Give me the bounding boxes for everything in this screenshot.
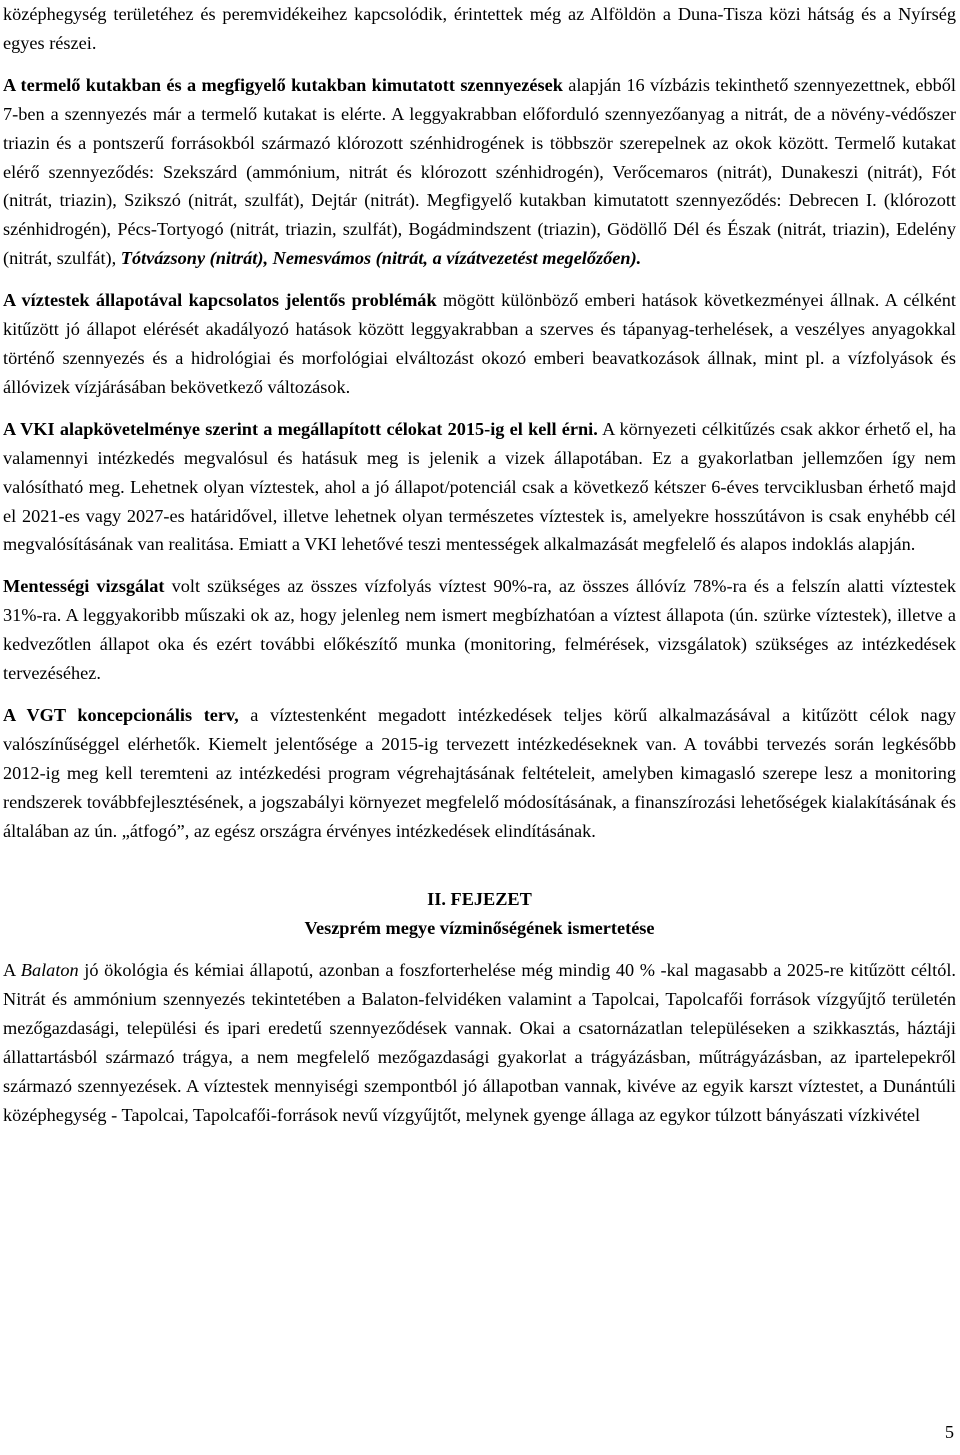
paragraph-vki-requirement [3,415,956,560]
bold-lead: A VKI alapkövetelménye szerint a megállapított célokat 2015-ig el kell érni. [3,418,598,439]
paragraph-text: a víztestenként megadott intézkedések teljes körű alkalmazásával a kitűzött célok nagy valószínűséggel elérhetők. Kiemelt jelentősége a 2015-ig tervezett intézkedéseknek van. A további tervezés során legkésőbb 2012-ig meg kell teremteni az intézkedési program végrehajtásának feltételeit, amelyben kimagasló szerepe lesz a monitoring rendszerek továbbfejlesztésének, a jogszabályi környezet megfelelő módosításának, a finanszírozási lehetőségek kialakításának és általában az ún. „átfogó”, az egész országra érvényes intézkedések elindításának. [3,704,956,841]
paragraph-intro-continuation [3,0,956,58]
document-page [3,0,956,1130]
paragraph-text: alapján 16 vízbázis tekinthető szennyezettnek, ebből 7-ben a szennyezés már a termelő kutakat is elérte. A leggyakrabban előforduló szennyezőanyag a nitrát, de a növény-védőszer triazin és a pontszerű forrásokból származó klórozott szénhidrogének is többször szerepelnek az okok között. Termelő kutakat elérő szennyeződés: Szekszárd (ammónium, nitrát és klórozott szénhidrogén), Verőcemaros (nitrát), Dunakeszi (nitrát), Fót (nitrát, triazin), Szikszó (nitrát, szulfát), Dejtár (nitrát). Megfigyelő kutakban kimutatott szennyeződés: Debrecen I. (klórozott szénhidrogén), Pécs-Tortyogó (nitrát, triazin, szulfát), Bogádmindszent (triazin), Gödöllő Dél és Észak (nitrát, triazin), Edelény (nitrát, szulfát), [3,74,956,269]
paragraph-significant-problems [3,286,956,402]
paragraph-text: középhegység területéhez és peremvidékeihez kapcsolódik, érintettek még az Alföldön a Duna-Tisza közi hátság és a Nyírség egyes részei. [3,4,956,53]
paragraph-contaminated-wells [3,71,956,273]
bold-lead: A víztestek állapotával kapcsolatos jelentős problémák [3,290,437,311]
chapter-number: II. FEJEZET [427,889,532,910]
bold-lead: A VGT koncepcionális terv, [3,704,239,725]
paragraph-text: volt szükséges az összes vízfolyás víztest 90%-ra, az összes állóvíz 78%-ra és a felszín alatti víztestek 31%-ra. A leggyakoribb műszaki ok az, hogy jelenleg nem ismert megbízhatóan a víztest állapota (ún. szürke víztestek), illetve a kedvezőtlen állapot oka és ezért további előkészítő munka (monitoring, felmérések, vizsgálatok) szükséges az intézkedések tervezéséhez. [3,576,956,684]
bold-lead: Mentességi vizsgálat [3,576,165,597]
page-number: 5 [944,1422,954,1442]
paragraph-text: mögött különböző emberi hatások következményei állnak. A célként kitűzött jó állapot elérését akadályozó hatások között leggyakrabban a szerves és tápanyag-terhelések, a veszélyes anyagokkal történő szennyezés és a hidrológiai és morfológiai elváltozást okozó emberi beavatkozások állnak, mint pl. a vízfolyások és állóvizek vízjárásában bekövetkező változások. [3,290,956,397]
paragraph-text: A környezeti célkitűzés csak akkor érhető el, ha valamennyi intézkedés megvalósul és hatásuk meg is jelenik a vizek állapotában. Ez a gyakorlatban jellemzően így nem valósítható meg. Lehetnek olyan víztestek, ahol a jó állapot/potenciál csak a következő kétszer 6-éves tervciklusban érhető majd el 2021-es vagy 2027-es határidővel, illetve lehetnek olyan természetes víztestek is, amelyekre hosszútávon is csak enyhébb cél megvalósításának van realitása. Emiatt a VKI lehetővé teszi mentességek alkalmazását megfelelő és alapos indoklás alapján. [3,418,956,555]
paragraph-vgt-plan [3,701,956,846]
paragraph-lead: A [3,960,21,981]
italic-text: Balaton [20,960,79,981]
bold-lead: A termelő kutakban és a megfigyelő kutakban kimutatott szennyezések [3,74,563,95]
bold-italic-text: Tótvázsony (nitrát), Nemesvámos (nitrát, a vízátvezetést megelőzően). [120,248,642,269]
paragraph-exemption-review [3,572,956,688]
paragraph-balaton [3,956,956,1129]
chapter-title: Veszprém megye vízminőségének ismertetése [304,918,655,939]
paragraph-text: jó ökológia és kémiai állapotú, azonban a foszforterhelése még mindig 40 % -kal magasabb a 2025-re kitűzött céltól. Nitrát és ammónium szennyezés tekintetében a Balaton-felvidéken valamint a Tapolcai, Tapolcafői források vízgyűjtő területén mezőgazdasági, települési és ipari eredetű szennyeződések vannak. Okai a csatornázatlan településeken a szikkasztás, háztáji állattartásból származó trágya, a nem megfelelő mezőgazdasági gyakorlat a trágyázásban, műtrágyázásban, az ipartelepekről származó szennyezések. A víztestek mennyiségi szempontból jó állapotban vannak, kivéve az egyik karszt víztestet, a Dunántúli középhegység - Tapolcai, Tapolcafői-források nevű vízgyűjtőt, melynek gyenge állaga az egykor túlzott bányászati vízkivétel [3,960,956,1125]
